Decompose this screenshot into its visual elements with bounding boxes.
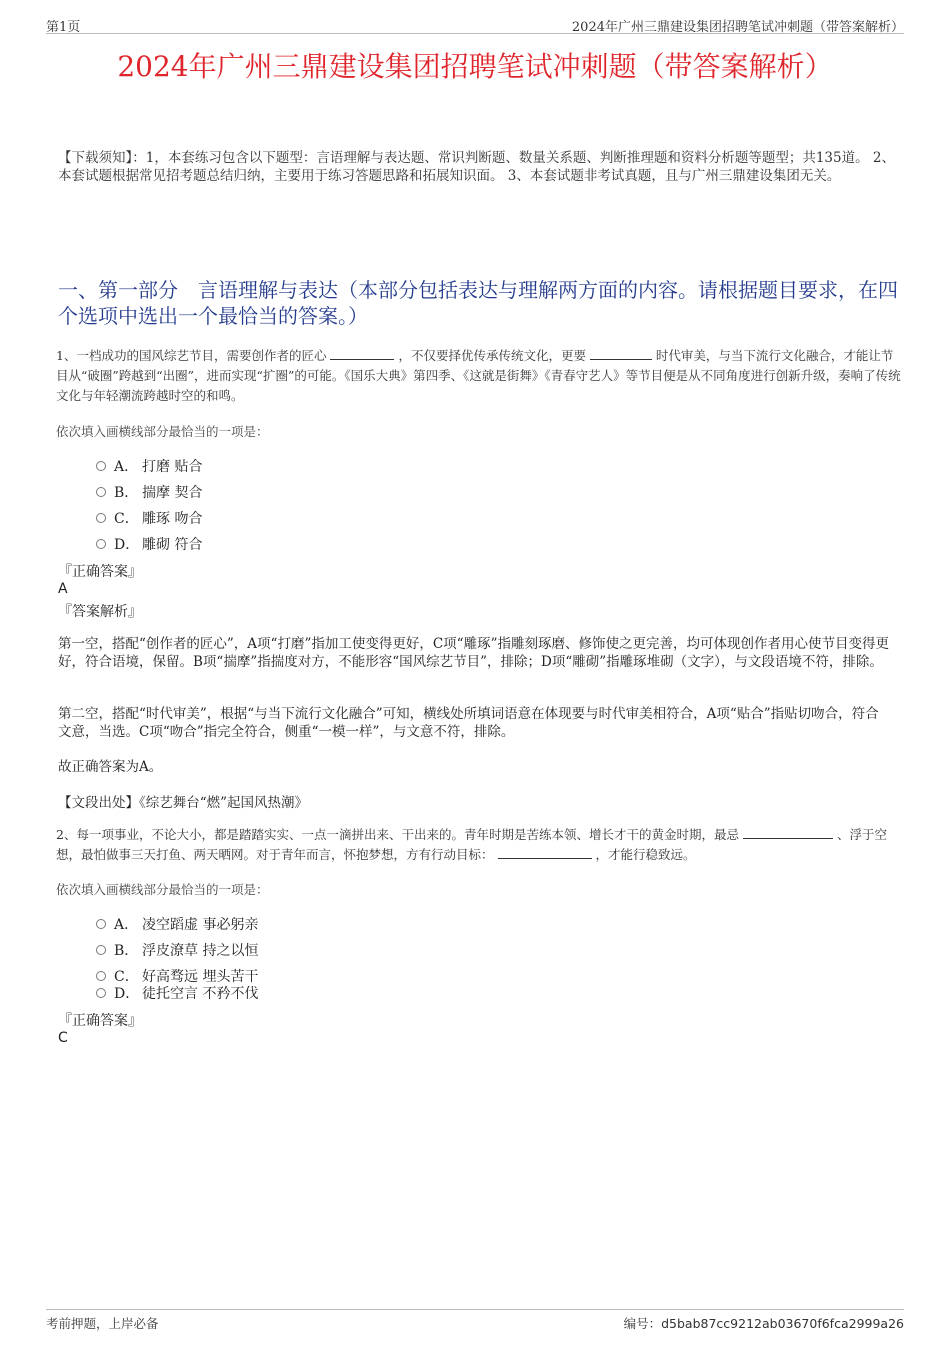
question-1-text-c: 时代审美，与当下流行文化融合，才能让节目从“破圈”跨越到“出圈”，进而实现“扩圈”的可能。《国乐大典》第四季、《这就是街舞》《青春守艺人》等节目便是从不同角度进行创新升级，奏响了传统文化与年轻潮流跨越时空的和鸣。	[56, 348, 901, 403]
question-1-stem	[56, 346, 901, 406]
radio-icon[interactable]	[96, 539, 106, 549]
section-heading: 一、第一部分 言语理解与表达（本部分包括表达与理解两方面的内容。请根据题目要求，在四个选项中选出一个最恰当的答案。）	[58, 278, 898, 328]
question-2-blank-2	[498, 846, 592, 859]
footer-slogan: 考前押题，上岸必备	[46, 1316, 159, 1331]
radio-icon[interactable]	[96, 919, 106, 929]
analysis-conclusion: 故正确答案为A。	[58, 759, 163, 775]
question-1-text-b: ，不仅要择优传承传统文化，更要	[398, 348, 586, 363]
question-2-answer: C	[58, 1030, 68, 1046]
radio-icon[interactable]	[96, 971, 106, 981]
question-2-option-b[interactable]: B． 浮皮潦草 持之以恒	[96, 940, 258, 960]
radio-icon[interactable]	[96, 988, 106, 998]
source-citation: 【文段出处】《综艺舞台“燃”起国风热潮》	[58, 795, 309, 811]
correct-answer-label: 『正确答案』	[58, 564, 142, 580]
code-value: d5bab87cc9212ab03670f6fca2999a26	[661, 1316, 904, 1331]
page-number: 第1页	[46, 20, 81, 35]
question-2-option-a[interactable]: A． 凌空蹈虚 事必躬亲	[96, 914, 258, 934]
code-label: 编号：	[623, 1316, 662, 1331]
question-2-option-c[interactable]: C． 好高骛远 埋头苦干	[96, 966, 258, 986]
question-2-text-b: 、浮于空想，最怕做事三天打鱼、两天晒网。对于青年而言，怀抱梦想，方有行动目标：	[56, 827, 887, 862]
radio-icon[interactable]	[96, 945, 106, 955]
question-2-option-d[interactable]: D． 徒托空言 不矜不伐	[96, 983, 258, 1003]
question-2-text-a: 2、每一项事业，不论大小，都是踏踏实实、一点一滴拼出来、干出来的。青年时期是苦练本领、增长才干的黄金时期，最忌	[56, 827, 739, 842]
document-title: 2024年广州三鼎建设集团招聘笔试冲刺题（带答案解析）	[117, 50, 833, 83]
header-divider	[46, 33, 904, 34]
radio-icon[interactable]	[96, 461, 106, 471]
running-header-title: 2024年广州三鼎建设集团招聘笔试冲刺题（带答案解析）	[571, 20, 904, 35]
correct-answer-label: 『正确答案』	[58, 1013, 142, 1029]
question-1-option-c[interactable]: C． 雕琢 吻合	[96, 508, 202, 528]
analysis-paragraph-2: 第二空，搭配“时代审美”，根据“与当下流行文化融合”可知，横线处所填词语意在体现要与时代审美相符合，A项“贴合”指贴切吻合，符合文意，当选。C项“吻合”指完全符合，侧重“一模一样”，与文意不符，排除。	[58, 706, 879, 740]
question-1-option-d[interactable]: D． 雕砌 符合	[96, 534, 202, 554]
question-1-blank-2	[590, 347, 652, 360]
question-1-option-b[interactable]: B． 揣摩 契合	[96, 482, 202, 502]
analysis-paragraph-1: 第一空，搭配“创作者的匠心”，A项“打磨”指加工使变得更好，C项“雕琢”指雕刻琢磨、修饰使之更完善，均可体现创作者用心使节目变得更好，符合语境，保留。B项“揣摩”指揣度对方，不能形容“国风综艺节目”，排除；D项“雕砌”指雕琢堆砌（文字），与文段语境不符，排除。	[58, 636, 889, 670]
question-2-text-c: ，才能行稳致远。	[595, 847, 696, 862]
download-notice: 【下载须知】：1，本套练习包含以下题型：言语理解与表达题、常识判断题、数量关系题、判断推理题和资料分析题等题型；共135道。 2、本套试题根据常见招考题总结归纳，主要用于练习答题思路和拓展知识面。 3、本套试题非考试真题，且与广州三鼎建设集团无关。	[58, 150, 895, 184]
footer-divider	[46, 1309, 904, 1310]
analysis-label: 『答案解析』	[58, 604, 142, 620]
question-1-answer: A	[58, 581, 68, 597]
question-1-text-a: 1、一档成功的国风综艺节目，需要创作者的匠心	[56, 348, 327, 363]
question-1-option-a[interactable]: A． 打磨 贴合	[96, 456, 202, 476]
question-1-blank-1	[330, 347, 394, 360]
question-1-prompt: 依次填入画横线部分最恰当的一项是：	[56, 424, 269, 439]
radio-icon[interactable]	[96, 487, 106, 497]
question-2-prompt: 依次填入画横线部分最恰当的一项是：	[56, 882, 269, 897]
question-2-blank-1	[743, 826, 833, 839]
radio-icon[interactable]	[96, 513, 106, 523]
document-code	[624, 1314, 904, 1332]
question-2-stem	[56, 825, 901, 865]
